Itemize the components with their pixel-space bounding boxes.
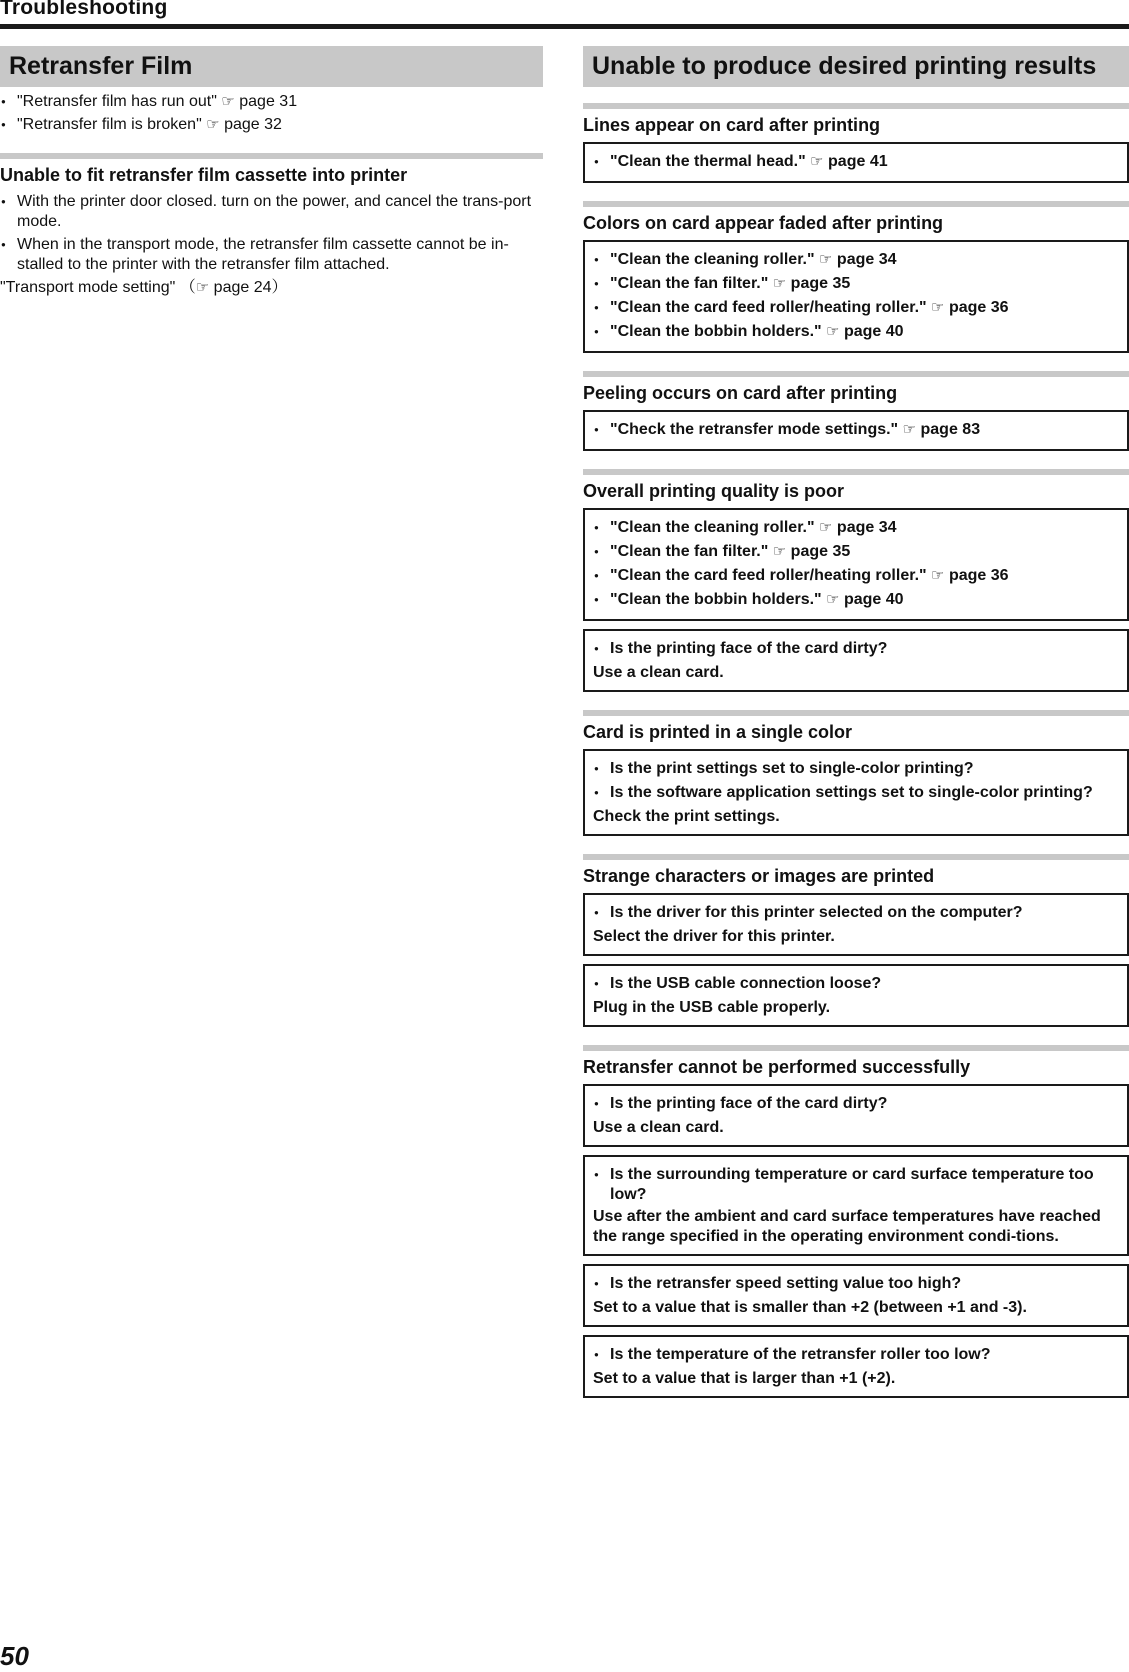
pointing-hand-icon: ☞: [819, 519, 833, 536]
page-ref: page 35: [790, 543, 851, 560]
question-item: ● Is the temperature of the retransfer roller too low?: [593, 1343, 1119, 1367]
question-list: [593, 1272, 1119, 1296]
answer-text: Use after the ambient and card surface temperatures have reached the range specified in the operating environment condi-tions.: [593, 1208, 1101, 1245]
info-box: [583, 410, 1129, 451]
link-item[interactable]: [593, 248, 1119, 272]
link-text: "Clean the card feed roller/heating roller.": [610, 567, 927, 584]
answer-text: Plug in the USB cable properly.: [593, 999, 831, 1016]
link-text: "Clean the thermal head.": [610, 153, 806, 170]
link-item[interactable]: [593, 564, 1119, 588]
transport-mode-note[interactable]: [0, 278, 543, 298]
section-banner-retransfer-film: Retransfer Film: [0, 46, 543, 87]
link-text: "Clean the fan filter.": [610, 543, 769, 560]
info-box: [583, 1084, 1129, 1147]
pointing-hand-icon: ☞: [826, 323, 840, 340]
info-box: [583, 1335, 1129, 1398]
question-list: [593, 1163, 1119, 1205]
pointing-hand-icon: ☞: [902, 421, 917, 438]
link-item[interactable]: [593, 540, 1119, 564]
link-text: "Clean the cleaning roller.": [610, 519, 815, 536]
link-list: [593, 248, 1119, 344]
question-item: ● Is the printing face of the card dirty?: [593, 1092, 1119, 1116]
pointing-hand-icon: ☞: [931, 299, 945, 316]
pointing-hand-icon: ☞: [772, 543, 787, 560]
answer-text: Set to a value that is smaller than +2 (between +1 and -3).: [593, 1299, 1027, 1316]
info-box: [583, 964, 1129, 1027]
info-box: [583, 240, 1129, 353]
pointing-hand-icon: ☞: [810, 153, 824, 170]
page-ref: page 35: [790, 275, 851, 292]
page-ref: page 36: [948, 299, 1009, 316]
question-list: [593, 901, 1119, 925]
info-box: [583, 142, 1129, 183]
answer-text: Set to a value that is larger than +1 (+2).: [593, 1370, 896, 1387]
info-box: [583, 1155, 1129, 1256]
page-ref: page 34: [836, 251, 897, 268]
link-list: [593, 418, 1119, 442]
page-ref: page 41: [828, 153, 888, 170]
page-ref: page 32: [224, 116, 282, 133]
question-list: [593, 757, 1119, 805]
link-item[interactable]: [0, 92, 543, 112]
pointing-hand-icon: ☞: [819, 251, 833, 268]
subsection-title: Colors on card appear faded after printing: [583, 201, 1129, 234]
header-rule: [0, 24, 1129, 29]
pointing-hand-icon: ☞: [772, 275, 787, 292]
pointing-hand-icon: ☞: [195, 279, 210, 296]
question-item: ● Is the retransfer speed setting value too high?: [593, 1272, 1119, 1296]
subsection-items: [0, 192, 543, 275]
answer-text: Select the driver for this printer.: [593, 928, 835, 945]
link-text: "Clean the bobbin holders.": [610, 323, 822, 340]
page-ref: page 36: [948, 567, 1009, 584]
question-item: ● Is the printing face of the card dirty?: [593, 637, 1119, 661]
pointing-hand-icon: ☞: [206, 116, 220, 133]
page-header-title: Troubleshooting: [0, 0, 168, 19]
link-text: "Retransfer film has run out": [17, 93, 217, 110]
printing-results-section: [583, 46, 1129, 1398]
subsection-title: Peeling occurs on card after printing: [583, 371, 1129, 404]
link-item[interactable]: [593, 516, 1119, 540]
question-item: ● Is the USB cable connection loose?: [593, 972, 1119, 996]
subsection-title: Lines appear on card after printing: [583, 103, 1129, 136]
subsection-title: Overall printing quality is poor: [583, 469, 1129, 502]
pointing-hand-icon: ☞: [931, 567, 945, 584]
link-item[interactable]: [0, 115, 543, 135]
section-banner-printing-results: Unable to produce desired printing results: [583, 46, 1129, 87]
link-text: "Clean the bobbin holders.": [610, 591, 822, 608]
question-item: ● Is the software application settings set to single-color printing?: [593, 781, 1119, 805]
link-text: "Clean the cleaning roller.": [610, 251, 815, 268]
page-ref: page 24: [213, 279, 272, 296]
page-ref: page 31: [239, 93, 298, 110]
question-item: ● Is the surrounding temperature or card surface temperature too low?: [593, 1163, 1119, 1205]
question-item: ● Is the print settings set to single-color printing?: [593, 757, 1119, 781]
close-paren: ）: [271, 279, 288, 296]
answer-text: Use a clean card.: [593, 1119, 724, 1136]
subsection-title: Unable to fit retransfer film cassette into printer: [0, 153, 543, 186]
link-item[interactable]: [593, 150, 1119, 174]
subsection-title: Strange characters or images are printed: [583, 854, 1129, 887]
link-item[interactable]: [593, 320, 1119, 344]
subsection-title: Retransfer cannot be performed successfully: [583, 1045, 1129, 1078]
question-list: [593, 637, 1119, 661]
page-ref: page 40: [843, 323, 904, 340]
link-list: [593, 150, 1119, 174]
list-item: ● With the printer door closed. turn on the power, and cancel the trans-port mode.: [0, 192, 543, 232]
link-text: "Clean the fan filter.": [610, 275, 769, 292]
pointing-hand-icon: ☞: [221, 93, 235, 110]
retransfer-film-section: [0, 46, 543, 298]
page-number: 50: [0, 1641, 29, 1671]
note-text: "Transport mode setting": [0, 279, 176, 296]
link-text: "Retransfer film is broken": [17, 116, 202, 133]
link-item[interactable]: [593, 588, 1119, 612]
page-ref: page 34: [836, 519, 897, 536]
answer-text: Check the print settings.: [593, 808, 780, 825]
page-ref: page 83: [920, 421, 981, 438]
open-paren: （: [179, 279, 196, 296]
link-text: "Clean the card feed roller/heating roller.": [610, 299, 927, 316]
link-text: "Check the retransfer mode settings.": [610, 421, 899, 438]
info-box: [583, 893, 1129, 956]
question-list: [593, 972, 1119, 996]
question-list: [593, 1343, 1119, 1367]
retransfer-film-links: [0, 92, 543, 135]
info-box: [583, 1264, 1129, 1327]
link-item[interactable]: [593, 272, 1119, 296]
info-box: [583, 749, 1129, 836]
link-list: [593, 516, 1119, 612]
info-box: [583, 629, 1129, 692]
info-box: [583, 508, 1129, 621]
page-ref: page 40: [843, 591, 904, 608]
answer-text: Use a clean card.: [593, 664, 724, 681]
question-list: [593, 1092, 1119, 1116]
subsection-title: Card is printed in a single color: [583, 710, 1129, 743]
question-item: ● Is the driver for this printer selected on the computer?: [593, 901, 1119, 925]
link-item[interactable]: [593, 296, 1119, 320]
link-item[interactable]: [593, 418, 1119, 442]
list-item: ● When in the transport mode, the retransfer film cassette cannot be in-stalled to the printer with the retransfer film attached.: [0, 235, 543, 275]
pointing-hand-icon: ☞: [826, 591, 840, 608]
